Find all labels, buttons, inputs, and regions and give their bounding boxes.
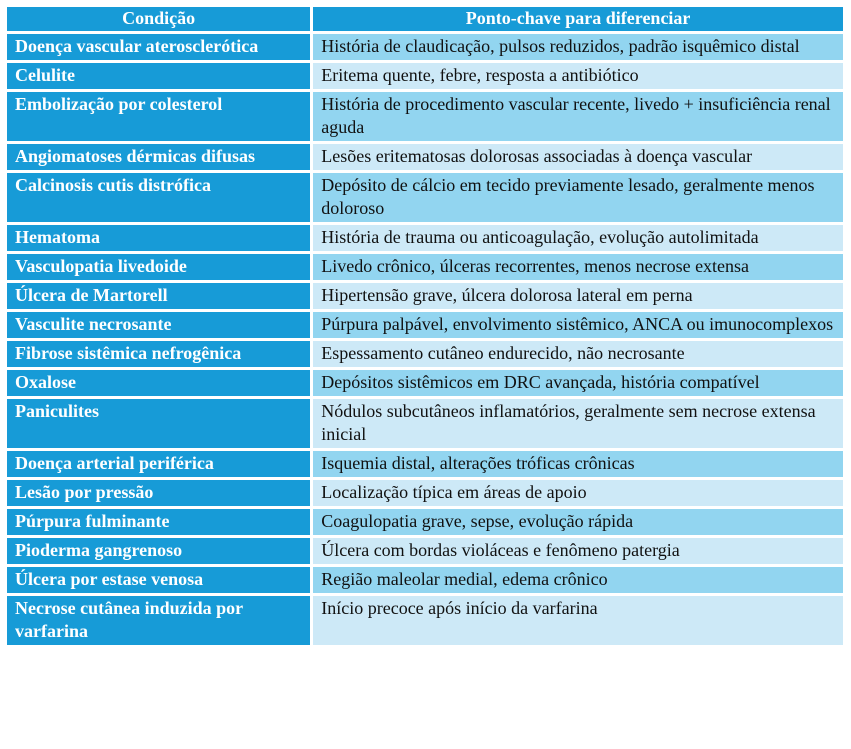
table-row (6, 282, 845, 311)
key-point-cell: Livedo crônico, úlceras recorrentes, menos necrose extensa (312, 253, 845, 282)
key-point-cell: Espessamento cutâneo endurecido, não necrosante (312, 340, 845, 369)
condition-cell: Necrose cutânea induzida por varfarina (6, 595, 312, 647)
table-row (6, 91, 845, 143)
key-point-cell: Eritema quente, febre, resposta a antibiótico (312, 62, 845, 91)
condition-cell: Pioderma gangrenoso (6, 537, 312, 566)
condition-cell: Paniculites (6, 398, 312, 450)
key-point-cell: Início precoce após início da varfarina (312, 595, 845, 647)
key-point-cell: Púrpura palpável, envolvimento sistêmico, ANCA ou imunocomplexos (312, 311, 845, 340)
condition-cell: Vasculopatia livedoide (6, 253, 312, 282)
key-point-cell: Lesões eritematosas dolorosas associadas à doença vascular (312, 143, 845, 172)
condition-cell: Hematoma (6, 224, 312, 253)
table-row (6, 172, 845, 224)
condition-cell: Úlcera de Martorell (6, 282, 312, 311)
table-row (6, 224, 845, 253)
condition-cell: Lesão por pressão (6, 479, 312, 508)
key-point-cell: Úlcera com bordas violáceas e fenômeno patergia (312, 537, 845, 566)
key-point-cell: História de claudicação, pulsos reduzidos, padrão isquêmico distal (312, 33, 845, 62)
table-row (6, 595, 845, 647)
key-point-cell: História de procedimento vascular recente, livedo + insuficiência renal aguda (312, 91, 845, 143)
condition-cell: Embolização por colesterol (6, 91, 312, 143)
key-point-cell: Depósitos sistêmicos em DRC avançada, história compatível (312, 369, 845, 398)
table-row (6, 253, 845, 282)
differential-diagnosis-table (4, 4, 846, 648)
table-row (6, 340, 845, 369)
column-header-key-point: Ponto-chave para diferenciar (312, 6, 845, 33)
table-row (6, 450, 845, 479)
condition-cell: Doença vascular aterosclerótica (6, 33, 312, 62)
table-row (6, 479, 845, 508)
table-row (6, 62, 845, 91)
condition-cell: Vasculite necrosante (6, 311, 312, 340)
condition-cell: Celulite (6, 62, 312, 91)
key-point-cell: Localização típica em áreas de apoio (312, 479, 845, 508)
column-header-condition: Condição (6, 6, 312, 33)
key-point-cell: História de trauma ou anticoagulação, evolução autolimitada (312, 224, 845, 253)
table-row (6, 537, 845, 566)
table-row (6, 369, 845, 398)
condition-cell: Púrpura fulminante (6, 508, 312, 537)
table-row (6, 143, 845, 172)
table-row (6, 311, 845, 340)
condition-cell: Angiomatoses dérmicas difusas (6, 143, 312, 172)
table-row (6, 398, 845, 450)
key-point-cell: Hipertensão grave, úlcera dolorosa lateral em perna (312, 282, 845, 311)
header-row (6, 6, 845, 33)
table-body (6, 33, 845, 647)
condition-cell: Fibrose sistêmica nefrogênica (6, 340, 312, 369)
key-point-cell: Isquemia distal, alterações tróficas crônicas (312, 450, 845, 479)
key-point-cell: Região maleolar medial, edema crônico (312, 566, 845, 595)
key-point-cell: Nódulos subcutâneos inflamatórios, geralmente sem necrose extensa inicial (312, 398, 845, 450)
key-point-cell: Depósito de cálcio em tecido previamente lesado, geralmente menos doloroso (312, 172, 845, 224)
table-row (6, 33, 845, 62)
condition-cell: Oxalose (6, 369, 312, 398)
condition-cell: Calcinosis cutis distrófica (6, 172, 312, 224)
condition-cell: Úlcera por estase venosa (6, 566, 312, 595)
condition-cell: Doença arterial periférica (6, 450, 312, 479)
table-row (6, 566, 845, 595)
table-row (6, 508, 845, 537)
key-point-cell: Coagulopatia grave, sepse, evolução rápida (312, 508, 845, 537)
